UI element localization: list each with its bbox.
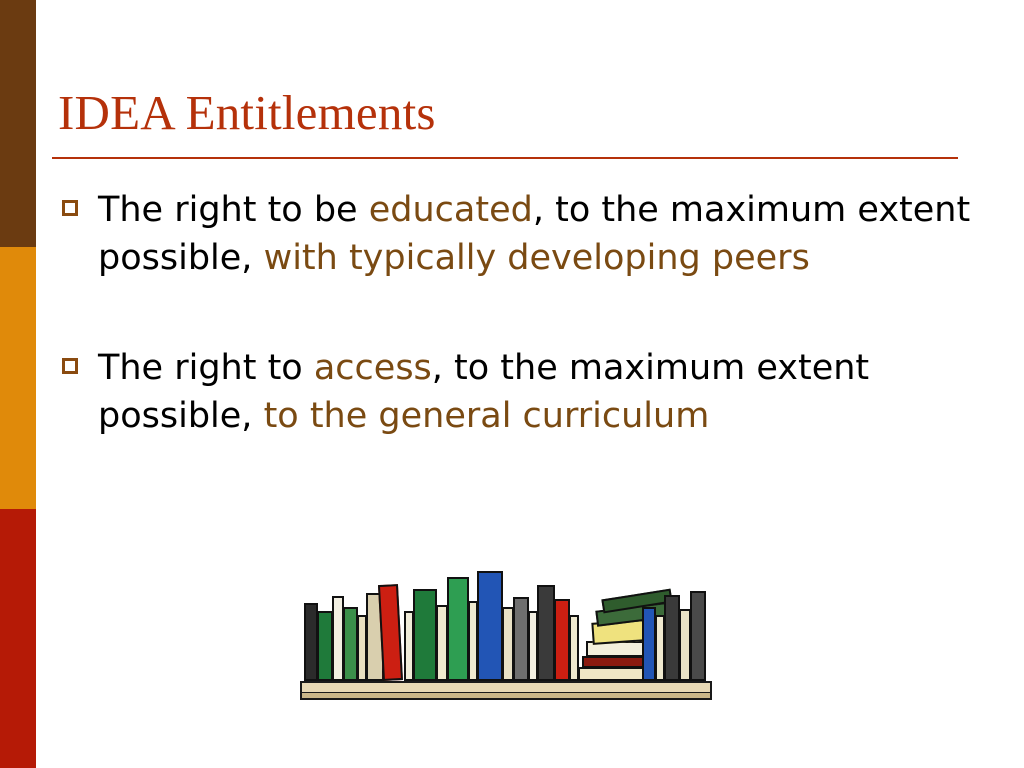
sidebar-bar-orange	[0, 247, 36, 509]
book	[378, 584, 403, 681]
book	[513, 597, 529, 681]
bullet-segment: The right to be	[98, 190, 369, 230]
list-item	[62, 186, 972, 282]
book	[447, 577, 469, 681]
sidebar-bar-brown	[0, 0, 36, 247]
bullet-text	[98, 186, 972, 282]
page-title: IDEA Entitlements	[58, 85, 436, 140]
square-bullet-icon	[62, 200, 78, 216]
bookshelf-clipart	[296, 562, 716, 702]
sidebar-bar-red	[0, 509, 36, 768]
bullet-segment-highlight: access	[313, 348, 432, 388]
bullet-text	[98, 344, 972, 440]
list-item	[62, 344, 972, 440]
book	[642, 607, 656, 681]
bullet-segment-highlight: to the general curriculum	[263, 396, 710, 436]
book	[343, 607, 358, 681]
sidebar-divider	[36, 0, 41, 768]
book	[477, 571, 503, 681]
book	[304, 603, 318, 681]
bullet-list	[62, 186, 972, 440]
bullet-segment: , to the maximum extent possible,	[98, 190, 971, 278]
book	[554, 599, 570, 681]
shelf-edge	[300, 693, 712, 700]
bullet-segment-highlight: with typically developing peers	[263, 238, 810, 278]
decorative-sidebar	[0, 0, 36, 768]
book	[690, 591, 706, 681]
square-bullet-icon	[62, 358, 78, 374]
book	[537, 585, 555, 681]
bullet-segment-highlight: educated	[368, 190, 533, 230]
book	[413, 589, 437, 681]
book	[317, 611, 333, 681]
bullet-segment: The right to	[98, 348, 314, 388]
book	[664, 595, 680, 681]
title-underline	[52, 157, 958, 159]
bullet-segment: , to the maximum extent possible,	[98, 348, 870, 436]
